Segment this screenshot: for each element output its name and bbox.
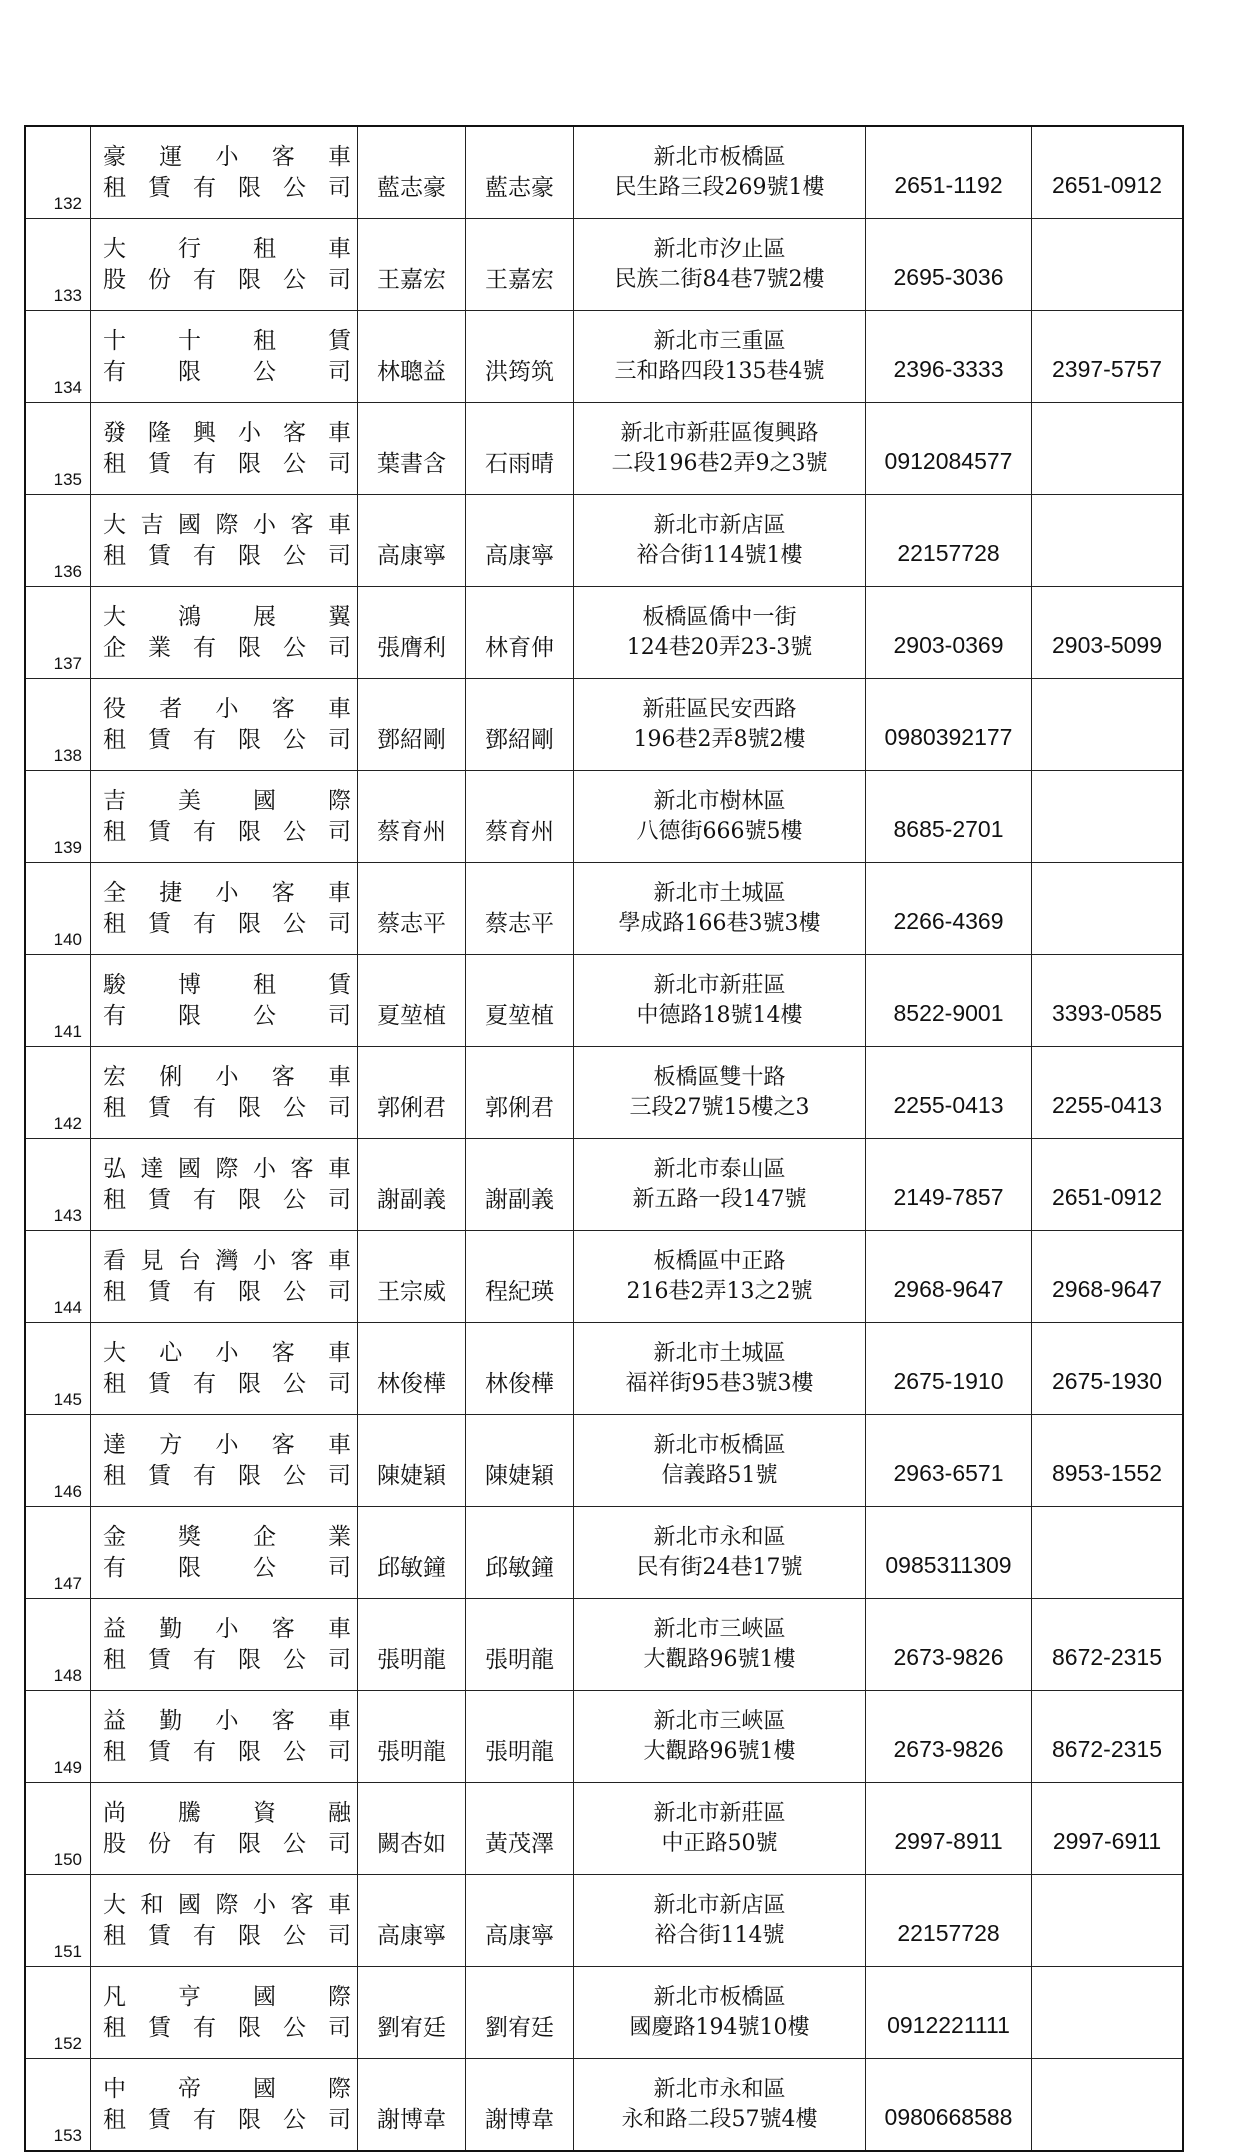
company-name-cell bbox=[91, 495, 358, 587]
owner-cell: 郭俐君 bbox=[358, 1047, 466, 1139]
phone-cell: 22157728 bbox=[866, 495, 1032, 587]
row-number-cell bbox=[25, 1231, 91, 1323]
address-cell bbox=[574, 1783, 866, 1875]
company-name-line-1: 益 勤 小 客 車 bbox=[103, 1707, 351, 1734]
address-line-2: 民生路三段269號1樓 bbox=[614, 174, 825, 200]
fax-cell: 3393-0585 bbox=[1032, 955, 1184, 1047]
row-number-cell bbox=[25, 1967, 91, 2059]
phone-cell: 0985311309 bbox=[866, 1507, 1032, 1599]
company-name-line-2: 企 業 有 限 公 司 bbox=[103, 634, 351, 661]
company-name-line-1: 弘 達 國 際 小 客 車 bbox=[103, 1155, 351, 1182]
owner-cell: 張膺利 bbox=[358, 587, 466, 679]
contact-cell: 黃茂澤 bbox=[466, 1783, 574, 1875]
company-name-line-1: 豪 運 小 客 車 bbox=[103, 143, 351, 170]
table-row bbox=[25, 1507, 1183, 1599]
row-number: 136 bbox=[53, 562, 82, 581]
owner-cell: 林俊樺 bbox=[358, 1323, 466, 1415]
owner-cell: 藍志豪 bbox=[358, 126, 466, 219]
address-line-1: 新北市三峽區 bbox=[653, 1708, 786, 1734]
owner-cell: 王宗威 bbox=[358, 1231, 466, 1323]
company-name-cell bbox=[91, 771, 358, 863]
company-name-line-2: 租 賃 有 限 公 司 bbox=[103, 818, 351, 845]
row-number-cell bbox=[25, 126, 91, 219]
company-name-cell bbox=[91, 2059, 358, 2152]
phone-cell: 0912221111 bbox=[866, 1967, 1032, 2059]
row-number: 142 bbox=[53, 1114, 82, 1133]
contact-cell: 張明龍 bbox=[466, 1599, 574, 1691]
table-row bbox=[25, 679, 1183, 771]
address-cell bbox=[574, 587, 866, 679]
contact-cell: 程紀瑛 bbox=[466, 1231, 574, 1323]
address-line-1: 新北市新店區 bbox=[653, 512, 786, 538]
row-number-cell bbox=[25, 1507, 91, 1599]
address-line-1: 板橋區中正路 bbox=[653, 1248, 786, 1274]
phone-cell: 2651-1192 bbox=[866, 126, 1032, 219]
company-name-line-1: 役 者 小 客 車 bbox=[103, 695, 351, 722]
row-number-cell bbox=[25, 1323, 91, 1415]
address-line-1: 新北市新莊區 bbox=[653, 972, 786, 998]
address-line-1: 新北市新莊區 bbox=[653, 1800, 786, 1826]
company-name-cell bbox=[91, 1599, 358, 1691]
company-name-line-1: 駿 博 租 賃 bbox=[103, 971, 351, 998]
contact-cell: 王嘉宏 bbox=[466, 219, 574, 311]
company-name-line-2: 租 賃 有 限 公 司 bbox=[103, 2014, 351, 2041]
address-line-1: 新北市板橋區 bbox=[653, 1432, 786, 1458]
owner-cell: 邱敏鐘 bbox=[358, 1507, 466, 1599]
address-line-1: 新北市土城區 bbox=[653, 1340, 786, 1366]
company-name-line-2: 租 賃 有 限 公 司 bbox=[103, 1278, 351, 1305]
company-name-line-1: 全 捷 小 客 車 bbox=[103, 879, 351, 906]
company-name-line-2: 租 賃 有 限 公 司 bbox=[103, 2106, 351, 2133]
table-row bbox=[25, 1139, 1183, 1231]
owner-cell: 張明龍 bbox=[358, 1691, 466, 1783]
table-row bbox=[25, 1875, 1183, 1967]
contact-cell: 謝博韋 bbox=[466, 2059, 574, 2152]
address-cell bbox=[574, 863, 866, 955]
phone-cell: 2997-8911 bbox=[866, 1783, 1032, 1875]
company-name-cell bbox=[91, 1231, 358, 1323]
company-name-line-1: 大 心 小 客 車 bbox=[103, 1339, 351, 1366]
contact-cell: 蔡志平 bbox=[466, 863, 574, 955]
owner-cell: 王嘉宏 bbox=[358, 219, 466, 311]
fax-cell: 2675-1930 bbox=[1032, 1323, 1184, 1415]
address-cell bbox=[574, 1047, 866, 1139]
table-row bbox=[25, 1047, 1183, 1139]
owner-cell: 鄧紹剛 bbox=[358, 679, 466, 771]
row-number: 135 bbox=[53, 470, 82, 489]
row-number: 153 bbox=[53, 2126, 82, 2145]
owner-cell: 蔡志平 bbox=[358, 863, 466, 955]
address-cell bbox=[574, 1507, 866, 1599]
fax-cell: 2255-0413 bbox=[1032, 1047, 1184, 1139]
address-line-2: 大觀路96號1樓 bbox=[643, 1738, 796, 1764]
fax-cell bbox=[1032, 679, 1184, 771]
address-cell bbox=[574, 1691, 866, 1783]
fax-cell: 8672-2315 bbox=[1032, 1691, 1184, 1783]
address-cell bbox=[574, 1231, 866, 1323]
owner-cell: 高康寧 bbox=[358, 495, 466, 587]
row-number: 150 bbox=[53, 1850, 82, 1869]
company-name-cell bbox=[91, 311, 358, 403]
company-name-line-2: 租 賃 有 限 公 司 bbox=[103, 726, 351, 753]
row-number: 138 bbox=[53, 746, 82, 765]
table-row bbox=[25, 126, 1183, 219]
contact-cell: 高康寧 bbox=[466, 495, 574, 587]
address-line-2: 二段196巷2弄9之3號 bbox=[611, 450, 828, 476]
address-line-1: 新北市土城區 bbox=[653, 880, 786, 906]
company-name-line-2: 租 賃 有 限 公 司 bbox=[103, 1370, 351, 1397]
phone-cell: 0912084577 bbox=[866, 403, 1032, 495]
phone-cell: 2673-9826 bbox=[866, 1599, 1032, 1691]
row-number-cell bbox=[25, 403, 91, 495]
address-line-1: 新北市永和區 bbox=[653, 2076, 786, 2102]
company-name-line-2: 租 賃 有 限 公 司 bbox=[103, 1646, 351, 1673]
address-line-2: 三和路四段135巷4號 bbox=[614, 358, 825, 384]
company-name-line-1: 金 獎 企 業 bbox=[103, 1523, 351, 1550]
table-row bbox=[25, 1415, 1183, 1507]
company-name-line-2: 租 賃 有 限 公 司 bbox=[103, 1186, 351, 1213]
owner-cell: 劉宥廷 bbox=[358, 1967, 466, 2059]
fax-cell bbox=[1032, 1967, 1184, 2059]
row-number-cell bbox=[25, 587, 91, 679]
row-number-cell bbox=[25, 495, 91, 587]
contact-cell: 高康寧 bbox=[466, 1875, 574, 1967]
address-line-2: 124巷20弄23-3號 bbox=[626, 634, 813, 660]
company-name-cell bbox=[91, 1691, 358, 1783]
table-row bbox=[25, 311, 1183, 403]
row-number: 147 bbox=[53, 1574, 82, 1593]
company-name-line-2: 股 份 有 限 公 司 bbox=[103, 266, 351, 293]
address-cell bbox=[574, 1875, 866, 1967]
fax-cell bbox=[1032, 1875, 1184, 1967]
phone-cell: 2396-3333 bbox=[866, 311, 1032, 403]
company-name-cell bbox=[91, 126, 358, 219]
company-name-line-1: 大 行 租 車 bbox=[103, 235, 351, 262]
address-cell bbox=[574, 2059, 866, 2152]
company-name-line-2: 租 賃 有 限 公 司 bbox=[103, 1462, 351, 1489]
company-name-cell bbox=[91, 219, 358, 311]
company-name-line-1: 發 隆 興 小 客 車 bbox=[103, 419, 351, 446]
company-name-line-2: 租 賃 有 限 公 司 bbox=[103, 1922, 351, 1949]
row-number-cell bbox=[25, 311, 91, 403]
address-line-2: 大觀路96號1樓 bbox=[643, 1646, 796, 1672]
contact-cell: 邱敏鐘 bbox=[466, 1507, 574, 1599]
company-name-line-2: 租 賃 有 限 公 司 bbox=[103, 174, 351, 201]
fax-cell bbox=[1032, 403, 1184, 495]
phone-cell: 2695-3036 bbox=[866, 219, 1032, 311]
owner-cell: 張明龍 bbox=[358, 1599, 466, 1691]
table-row bbox=[25, 1323, 1183, 1415]
address-line-2: 學成路166巷3號3樓 bbox=[618, 910, 821, 936]
owner-cell: 林聰益 bbox=[358, 311, 466, 403]
table-row bbox=[25, 1231, 1183, 1323]
address-line-2: 信義路51號 bbox=[661, 1462, 778, 1488]
company-name-line-2: 租 賃 有 限 公 司 bbox=[103, 1738, 351, 1765]
address-line-2: 永和路二段57號4樓 bbox=[621, 2106, 818, 2132]
company-name-line-1: 尚 騰 資 融 bbox=[103, 1799, 351, 1826]
company-name-line-1: 宏 俐 小 客 車 bbox=[103, 1063, 351, 1090]
fax-cell: 2397-5757 bbox=[1032, 311, 1184, 403]
company-name-cell bbox=[91, 1783, 358, 1875]
address-line-2: 民有街24巷17號 bbox=[636, 1554, 803, 1580]
owner-cell: 謝副義 bbox=[358, 1139, 466, 1231]
company-name-cell bbox=[91, 1047, 358, 1139]
phone-cell: 2149-7857 bbox=[866, 1139, 1032, 1231]
phone-cell: 2255-0413 bbox=[866, 1047, 1032, 1139]
fax-cell: 2968-9647 bbox=[1032, 1231, 1184, 1323]
phone-cell: 2673-9826 bbox=[866, 1691, 1032, 1783]
owner-cell: 謝博韋 bbox=[358, 2059, 466, 2152]
row-number: 140 bbox=[53, 930, 82, 949]
row-number: 133 bbox=[53, 286, 82, 305]
company-name-line-1: 大 和 國 際 小 客 車 bbox=[103, 1891, 351, 1918]
row-number: 143 bbox=[53, 1206, 82, 1225]
row-number: 132 bbox=[53, 194, 82, 213]
contact-cell: 夏堃植 bbox=[466, 955, 574, 1047]
company-name-line-1: 大 鴻 展 翼 bbox=[103, 603, 351, 630]
fax-cell: 2903-5099 bbox=[1032, 587, 1184, 679]
fax-cell: 2997-6911 bbox=[1032, 1783, 1184, 1875]
company-name-cell bbox=[91, 1323, 358, 1415]
address-line-2: 196巷2弄8號2樓 bbox=[633, 726, 806, 752]
phone-cell: 2968-9647 bbox=[866, 1231, 1032, 1323]
row-number: 146 bbox=[53, 1482, 82, 1501]
row-number-cell bbox=[25, 1415, 91, 1507]
company-name-line-2: 租 賃 有 限 公 司 bbox=[103, 1094, 351, 1121]
address-cell bbox=[574, 311, 866, 403]
address-line-1: 新莊區民安西路 bbox=[642, 696, 797, 722]
contact-cell: 林育伸 bbox=[466, 587, 574, 679]
company-name-line-2: 有 限 公 司 bbox=[103, 1002, 351, 1029]
address-line-1: 新北市新店區 bbox=[653, 1892, 786, 1918]
company-name-cell bbox=[91, 587, 358, 679]
address-line-2: 中正路50號 bbox=[661, 1830, 778, 1856]
address-line-2: 新五路一段147號 bbox=[632, 1186, 807, 1212]
row-number: 152 bbox=[53, 2034, 82, 2053]
owner-cell: 蔡育州 bbox=[358, 771, 466, 863]
row-number-cell bbox=[25, 1783, 91, 1875]
row-number-cell bbox=[25, 679, 91, 771]
phone-cell: 8685-2701 bbox=[866, 771, 1032, 863]
row-number: 144 bbox=[53, 1298, 82, 1317]
row-number: 149 bbox=[53, 1758, 82, 1777]
row-number: 137 bbox=[53, 654, 82, 673]
company-name-cell bbox=[91, 1875, 358, 1967]
address-line-2: 裕合街114號 bbox=[654, 1922, 785, 1948]
company-name-line-1: 中 帝 國 際 bbox=[103, 2075, 351, 2102]
fax-cell bbox=[1032, 495, 1184, 587]
address-line-2: 國慶路194號10樓 bbox=[629, 2014, 810, 2040]
company-name-cell bbox=[91, 1139, 358, 1231]
address-cell bbox=[574, 219, 866, 311]
company-name-line-2: 租 賃 有 限 公 司 bbox=[103, 542, 351, 569]
table-row bbox=[25, 955, 1183, 1047]
company-name-line-1: 益 勤 小 客 車 bbox=[103, 1615, 351, 1642]
contact-cell: 陳婕穎 bbox=[466, 1415, 574, 1507]
row-number-cell bbox=[25, 771, 91, 863]
company-name-line-2: 有 限 公 司 bbox=[103, 358, 351, 385]
row-number: 151 bbox=[53, 1942, 82, 1961]
table-row bbox=[25, 587, 1183, 679]
table-body bbox=[25, 126, 1183, 2151]
fax-cell: 2651-0912 bbox=[1032, 126, 1184, 219]
fax-cell: 8672-2315 bbox=[1032, 1599, 1184, 1691]
phone-cell: 2266-4369 bbox=[866, 863, 1032, 955]
fax-cell bbox=[1032, 219, 1184, 311]
phone-cell: 2903-0369 bbox=[866, 587, 1032, 679]
table-row bbox=[25, 771, 1183, 863]
company-name-line-2: 租 賃 有 限 公 司 bbox=[103, 910, 351, 937]
address-cell bbox=[574, 771, 866, 863]
row-number: 139 bbox=[53, 838, 82, 857]
company-name-line-2: 有 限 公 司 bbox=[103, 1554, 351, 1581]
fax-cell: 8953-1552 bbox=[1032, 1415, 1184, 1507]
contact-cell: 蔡育州 bbox=[466, 771, 574, 863]
company-name-line-2: 股 份 有 限 公 司 bbox=[103, 1830, 351, 1857]
company-name-cell bbox=[91, 1967, 358, 2059]
phone-cell: 2675-1910 bbox=[866, 1323, 1032, 1415]
row-number: 141 bbox=[53, 1022, 82, 1041]
row-number-cell bbox=[25, 1691, 91, 1783]
contact-cell: 張明龍 bbox=[466, 1691, 574, 1783]
address-cell bbox=[574, 126, 866, 219]
contact-cell: 鄧紹剛 bbox=[466, 679, 574, 771]
address-line-1: 新北市三重區 bbox=[653, 328, 786, 354]
phone-cell: 22157728 bbox=[866, 1875, 1032, 1967]
phone-cell: 0980668588 bbox=[866, 2059, 1032, 2152]
company-name-line-2: 租 賃 有 限 公 司 bbox=[103, 450, 351, 477]
fax-cell: 2651-0912 bbox=[1032, 1139, 1184, 1231]
address-line-2: 裕合街114號1樓 bbox=[636, 542, 803, 568]
address-line-1: 新北市永和區 bbox=[653, 1524, 786, 1550]
contact-cell: 藍志豪 bbox=[466, 126, 574, 219]
table-row bbox=[25, 219, 1183, 311]
phone-cell: 2963-6571 bbox=[866, 1415, 1032, 1507]
company-name-cell bbox=[91, 955, 358, 1047]
address-line-2: 216巷2弄13之2號 bbox=[626, 1278, 813, 1304]
company-name-cell bbox=[91, 1507, 358, 1599]
address-cell bbox=[574, 403, 866, 495]
address-line-1: 板橋區僑中一街 bbox=[642, 604, 797, 630]
address-line-2: 三段27號15樓之3 bbox=[629, 1094, 810, 1120]
company-list-table bbox=[24, 125, 1184, 2152]
owner-cell: 葉書含 bbox=[358, 403, 466, 495]
contact-cell: 洪筠筑 bbox=[466, 311, 574, 403]
table-row bbox=[25, 495, 1183, 587]
contact-cell: 石雨晴 bbox=[466, 403, 574, 495]
company-name-line-1: 達 方 小 客 車 bbox=[103, 1431, 351, 1458]
row-number: 148 bbox=[53, 1666, 82, 1685]
company-name-cell bbox=[91, 403, 358, 495]
row-number-cell bbox=[25, 955, 91, 1047]
phone-cell: 8522-9001 bbox=[866, 955, 1032, 1047]
phone-cell: 0980392177 bbox=[866, 679, 1032, 771]
address-cell bbox=[574, 1139, 866, 1231]
company-name-line-1: 凡 亨 國 際 bbox=[103, 1983, 351, 2010]
address-cell bbox=[574, 679, 866, 771]
row-number-cell bbox=[25, 1139, 91, 1231]
address-line-1: 新北市板橋區 bbox=[653, 144, 786, 170]
address-line-1: 新北市泰山區 bbox=[653, 1156, 786, 1182]
table-row bbox=[25, 2059, 1183, 2152]
contact-cell: 林俊樺 bbox=[466, 1323, 574, 1415]
table-row bbox=[25, 1599, 1183, 1691]
address-line-1: 新北市新莊區復興路 bbox=[620, 420, 819, 446]
row-number-cell bbox=[25, 1599, 91, 1691]
contact-cell: 劉宥廷 bbox=[466, 1967, 574, 2059]
address-line-2: 八德街666號5樓 bbox=[636, 818, 803, 844]
fax-cell bbox=[1032, 863, 1184, 955]
address-cell bbox=[574, 1967, 866, 2059]
row-number-cell bbox=[25, 1047, 91, 1139]
address-cell bbox=[574, 1323, 866, 1415]
fax-cell bbox=[1032, 1507, 1184, 1599]
row-number-cell bbox=[25, 1875, 91, 1967]
company-name-line-1: 看 見 台 灣 小 客 車 bbox=[103, 1247, 351, 1274]
contact-cell: 郭俐君 bbox=[466, 1047, 574, 1139]
owner-cell: 夏堃植 bbox=[358, 955, 466, 1047]
owner-cell: 陳婕穎 bbox=[358, 1415, 466, 1507]
address-line-1: 新北市三峽區 bbox=[653, 1616, 786, 1642]
table-row bbox=[25, 403, 1183, 495]
fax-cell bbox=[1032, 771, 1184, 863]
company-name-cell bbox=[91, 1415, 358, 1507]
address-cell bbox=[574, 1599, 866, 1691]
row-number: 134 bbox=[53, 378, 82, 397]
address-line-1: 新北市汐止區 bbox=[653, 236, 786, 262]
address-cell bbox=[574, 1415, 866, 1507]
company-name-line-1: 大 吉 國 際 小 客 車 bbox=[103, 511, 351, 538]
company-name-line-1: 十 十 租 賃 bbox=[103, 327, 351, 354]
company-name-cell bbox=[91, 679, 358, 771]
address-line-2: 民族二街84巷7號2樓 bbox=[614, 266, 825, 292]
address-cell bbox=[574, 955, 866, 1047]
owner-cell: 闕杏如 bbox=[358, 1783, 466, 1875]
address-line-2: 中德路18號14樓 bbox=[636, 1002, 803, 1028]
company-name-cell bbox=[91, 863, 358, 955]
contact-cell: 謝副義 bbox=[466, 1139, 574, 1231]
row-number-cell bbox=[25, 219, 91, 311]
owner-cell: 高康寧 bbox=[358, 1875, 466, 1967]
table-row bbox=[25, 1783, 1183, 1875]
row-number: 145 bbox=[53, 1390, 82, 1409]
table-row bbox=[25, 1691, 1183, 1783]
address-line-2: 福祥街95巷3號3樓 bbox=[625, 1370, 814, 1396]
address-line-1: 板橋區雙十路 bbox=[653, 1064, 786, 1090]
address-line-1: 新北市板橋區 bbox=[653, 1984, 786, 2010]
row-number-cell bbox=[25, 2059, 91, 2152]
address-line-1: 新北市樹林區 bbox=[653, 788, 786, 814]
fax-cell bbox=[1032, 2059, 1184, 2152]
row-number-cell bbox=[25, 863, 91, 955]
table-row bbox=[25, 863, 1183, 955]
table-row bbox=[25, 1967, 1183, 2059]
address-cell bbox=[574, 495, 866, 587]
company-name-line-1: 吉 美 國 際 bbox=[103, 787, 351, 814]
